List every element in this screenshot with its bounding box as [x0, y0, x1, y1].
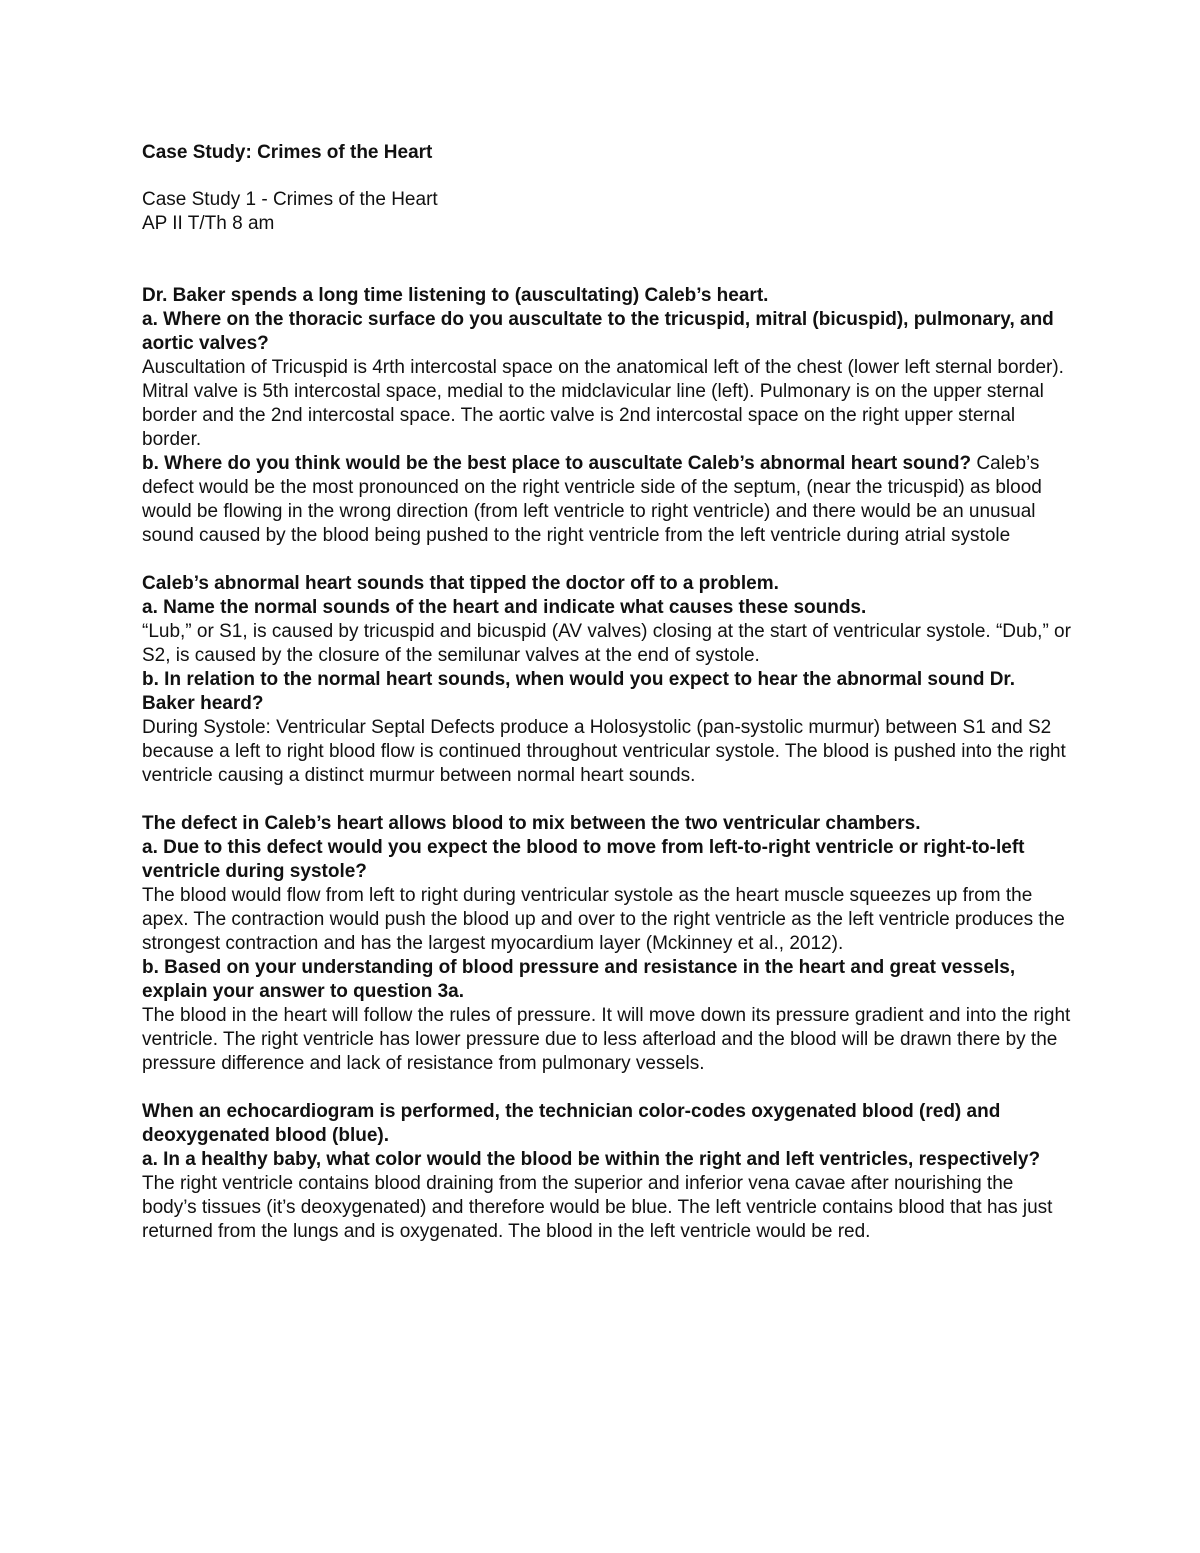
answer-a: “Lub,” or S1, is caused by tricuspid and bicuspid (AV valves) closing at the start of ventricular systole. “Dub,” or S2, is caused by the closure of the semilunar valves at the end of systole. [142, 621, 1071, 666]
question-a: a. Name the normal sounds of the heart and indicate what causes these sounds. [142, 597, 867, 618]
document-title: Case Study: Crimes of the Heart [142, 142, 433, 163]
answer-a: Auscultation of Tricuspid is 4rth intercostal space on the anatomical left of the chest (lower left sternal border). Mitral valve is 5th intercostal space, medial to the midclavicular line (left). Pulmonary is on the upper sternal border and the 2nd intercostal space. The aortic valve is 2nd intercostal space on the right upper sternal border. [142, 357, 1064, 450]
answer-b: Caleb’s defect would be the most pronounced on the right ventricle side of the septum, (near the tricuspid) as blood would be flowing in the wrong direction (from left ventricle to right ventricle) and there would be an unusual sound caused by the blood being pushed to the right ventricle from the left ventricle during atrial systole [142, 453, 1042, 546]
question-a: a. In a healthy baby, what color would the blood be within the right and left ventricles, respectively? [142, 1149, 1041, 1170]
document-meta [142, 188, 1072, 236]
section-heading: When an echocardiogram is performed, the technician color-codes oxygenated blood (red) and deoxygenated blood (blue). [142, 1101, 1001, 1146]
question-a: a. Where on the thoracic surface do you auscultate to the tricuspid, mitral (bicuspid), pulmonary, and aortic valves? [142, 309, 1054, 354]
question-b: b. Based on your understanding of blood pressure and resistance in the heart and great vessels, explain your answer to question 3a. [142, 957, 1016, 1002]
section-heading: Caleb’s abnormal heart sounds that tipped the doctor off to a problem. [142, 573, 779, 594]
question-answer-b [142, 452, 1072, 548]
section-heading: Dr. Baker spends a long time listening to (auscultating) Caleb’s heart. [142, 285, 769, 306]
section-echocardiogram [142, 1100, 1072, 1244]
question-a: a. Due to this defect would you expect the blood to move from left-to-right ventricle or right-to-left ventricle during systole? [142, 837, 1025, 882]
section-ventricular-defect [142, 812, 1072, 1076]
section-auscultation [142, 284, 1072, 548]
course-info: AP II T/Th 8 am [142, 213, 275, 234]
section-heart-sounds [142, 572, 1072, 788]
question-b: b. Where do you think would be the best place to auscultate Caleb’s abnormal heart sound? [142, 453, 972, 474]
document-content [142, 141, 1072, 1244]
answer-a: The right ventricle contains blood draining from the superior and inferior vena cavae after nourishing the body’s tissues (it’s deoxygenated) and therefore would be blue. The left ventricle contains blood that has just returned from the lungs and is oxygenated. The blood in the left ventricle would be red. [142, 1173, 1053, 1242]
answer-b: During Systole: Ventricular Septal Defects produce a Holosystolic (pan-systolic murmur) between S1 and S2 because a left to right blood flow is continued throughout ventricular systole. The blood is pushed into the right ventricle causing a distinct murmur between normal heart sounds. [142, 717, 1066, 786]
document-subtitle: Case Study 1 - Crimes of the Heart [142, 189, 438, 210]
question-b: b. In relation to the normal heart sounds, when would you expect to hear the abnormal sound Dr. Baker heard? [142, 669, 1016, 714]
section-heading: The defect in Caleb’s heart allows blood to mix between the two ventricular chambers. [142, 813, 921, 834]
answer-a: The blood would flow from left to right during ventricular systole as the heart muscle squeezes up from the apex. The contraction would push the blood up and over to the right ventricle as the left ventricle produces the strongest contraction and has the largest myocardium layer (Mckinney et al., 2012). [142, 885, 1065, 954]
answer-b: The blood in the heart will follow the rules of pressure. It will move down its pressure gradient and into the right ventricle. The right ventricle has lower pressure due to less afterload and the blood will be drawn there by the pressure difference and lack of resistance from pulmonary vessels. [142, 1005, 1071, 1074]
